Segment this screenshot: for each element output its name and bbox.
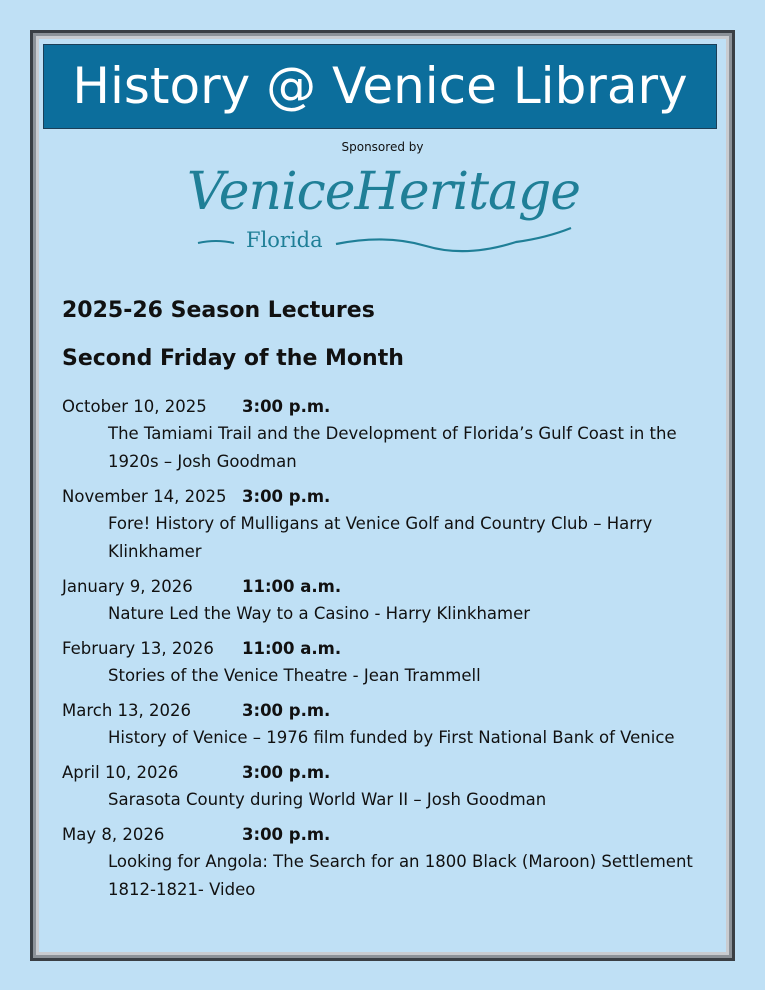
lecture-item [62, 486, 712, 566]
lecture-time: 11:00 a.m. [242, 639, 342, 658]
season-heading: 2025-26 Season Lectures [62, 298, 375, 323]
lecture-topic-line: Stories of the Venice Theatre - Jean Trammell [108, 666, 481, 685]
lecture-item [62, 824, 712, 904]
lecture-topic-line: 1920s – Josh Goodman [108, 452, 297, 471]
lecture-topic-line: 1812-1821- Video [108, 880, 256, 899]
lecture-topic-line: Fore! History of Mulligans at Venice Golf and Country Club – Harry [108, 514, 653, 533]
lecture-topic-line: The Tamiami Trail and the Development of Florida’s Gulf Coast in the [108, 424, 677, 443]
lecture-date: February 13, 2026 [62, 639, 214, 658]
logo-florida-text: Florida [246, 228, 323, 252]
lecture-item [62, 700, 712, 752]
lecture-time: 3:00 p.m. [242, 763, 331, 782]
venice-heritage-logo [186, 162, 581, 272]
lecture-topic [62, 510, 712, 566]
lecture-date: October 10, 2025 [62, 397, 207, 416]
lecture-item [62, 762, 712, 814]
lecture-time: 3:00 p.m. [242, 487, 331, 506]
lecture-time: 3:00 p.m. [242, 701, 331, 720]
lecture-item [62, 576, 712, 628]
lecture-topic [62, 786, 712, 814]
lecture-topic [62, 600, 712, 628]
lecture-item [62, 638, 712, 690]
lecture-date: March 13, 2026 [62, 701, 192, 720]
logo-script-text: VeniceHeritage [186, 162, 581, 222]
month-heading: Second Friday of the Month [62, 346, 404, 371]
lecture-item [62, 396, 712, 476]
lecture-time: 3:00 p.m. [242, 825, 331, 844]
lecture-date: April 10, 2026 [62, 763, 179, 782]
lecture-topic-line: History of Venice – 1976 film funded by First National Bank of Venice [108, 728, 675, 747]
lecture-topic [62, 420, 712, 476]
lecture-topic [62, 662, 712, 690]
lecture-time: 3:00 p.m. [242, 397, 331, 416]
lecture-topic-line: Sarasota County during World War II – Josh Goodman [108, 790, 547, 809]
lecture-date: January 9, 2026 [62, 577, 193, 596]
lecture-date: May 8, 2026 [62, 825, 165, 844]
lecture-time: 11:00 a.m. [242, 577, 342, 596]
lecture-topic-line: Looking for Angola: The Search for an 1800 Black (Maroon) Settlement [108, 852, 693, 871]
lecture-topic [62, 848, 712, 904]
lecture-topic [62, 724, 712, 752]
lecture-topic-line: Klinkhamer [108, 542, 202, 561]
lecture-topic-line: Nature Led the Way to a Casino - Harry Klinkhamer [108, 604, 531, 623]
sponsored-by-label: Sponsored by [341, 140, 424, 154]
page-title: History @ Venice Library [43, 44, 717, 129]
lecture-list [62, 396, 712, 914]
lecture-date: November 14, 2025 [62, 487, 227, 506]
